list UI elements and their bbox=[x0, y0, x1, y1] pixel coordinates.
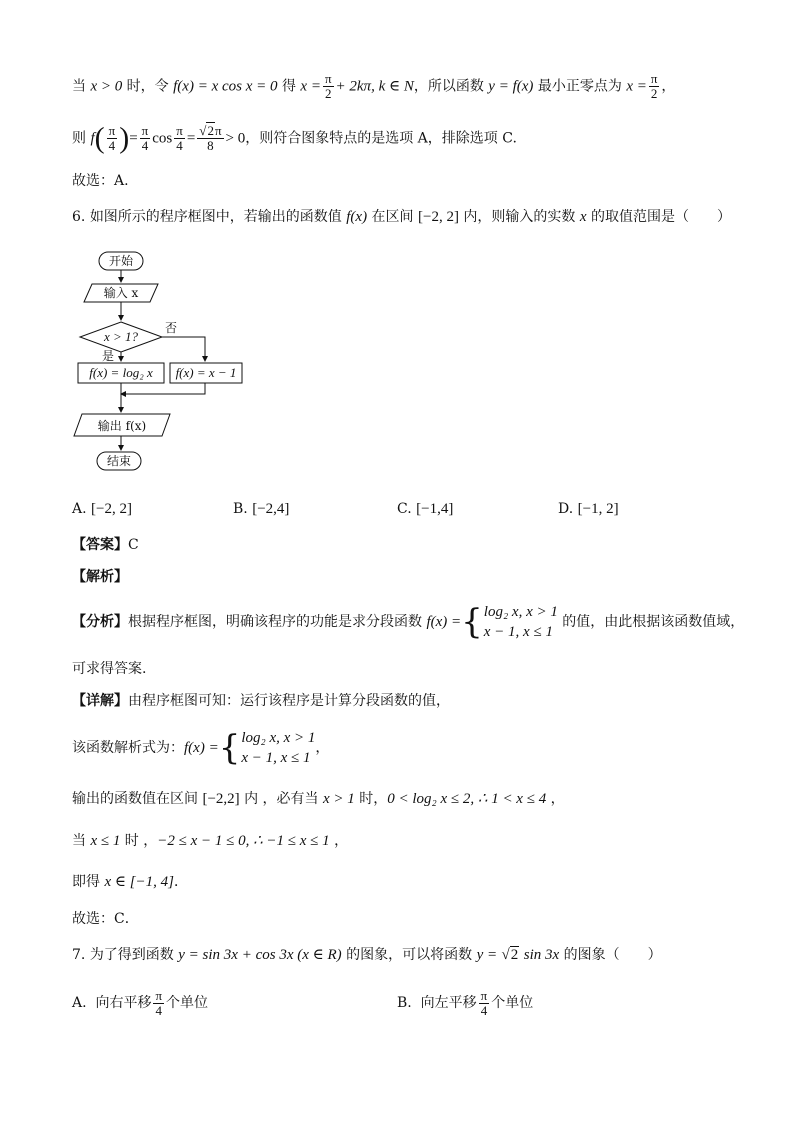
case-2: x − 1, x ≤ 1 bbox=[483, 624, 553, 640]
math: + 2kπ, k ∈ N bbox=[335, 78, 414, 95]
fenxi-tag: 【分析】 bbox=[72, 614, 128, 630]
text: 内 ，必有当 bbox=[239, 791, 324, 807]
fraction-sqrt2pi-8 bbox=[197, 124, 223, 153]
math: f(x) bbox=[346, 209, 368, 225]
denominator: 2 bbox=[650, 86, 658, 101]
math: y = f(x) bbox=[488, 78, 534, 95]
text: 由程序框图可知：运行该程序是计算分段函数的值， bbox=[128, 693, 450, 709]
option-label: D. bbox=[558, 501, 574, 517]
yes-label: 是 bbox=[102, 349, 115, 363]
fraction-pi-4 bbox=[140, 124, 151, 153]
math: x = bbox=[626, 78, 647, 95]
answer-tag: 【答案】 bbox=[72, 537, 128, 553]
math: x > 1 bbox=[323, 791, 355, 807]
math: y = bbox=[476, 947, 498, 963]
fraction-pi-4 bbox=[153, 989, 164, 1018]
denominator: 4 bbox=[141, 138, 149, 153]
numerator: π bbox=[176, 123, 183, 138]
case-1: log₂ x, x > 1 bbox=[241, 730, 316, 746]
text: 时，令 bbox=[122, 78, 174, 95]
math: f bbox=[90, 130, 95, 147]
analysis-tag: 【解析】 bbox=[72, 569, 128, 585]
text: 向右平移 bbox=[95, 995, 152, 1011]
text: 为了得到函数 bbox=[89, 947, 179, 963]
math: sin 3x bbox=[523, 947, 560, 963]
arrow-no bbox=[162, 337, 205, 361]
input-label: 输入 x bbox=[103, 286, 139, 300]
text: 向左平移 bbox=[420, 995, 477, 1011]
line-2 bbox=[72, 121, 517, 155]
math: [−2,2] bbox=[202, 791, 240, 807]
start-label: 开始 bbox=[108, 254, 134, 268]
text: 的值，由此根据该函数值域， bbox=[557, 614, 745, 630]
text: 的图象，可以将函数 bbox=[341, 947, 477, 963]
sqrt-sign: √ bbox=[199, 123, 207, 138]
question-6 bbox=[72, 208, 731, 226]
text: ， bbox=[315, 740, 330, 756]
denominator: 4 bbox=[155, 1002, 162, 1018]
denominator: 4 bbox=[108, 138, 116, 153]
question-number: 6. bbox=[72, 209, 90, 225]
brace: { bbox=[218, 728, 241, 768]
text: ，所以函数 bbox=[413, 78, 489, 95]
text: ， bbox=[661, 78, 676, 95]
text: 时， bbox=[354, 791, 388, 807]
option-7a[interactable] bbox=[72, 988, 208, 1018]
text: 最小正零点为 bbox=[533, 78, 627, 95]
math: y = sin 3x + cos 3x (x ∈ R) bbox=[178, 947, 342, 963]
answer-value: C bbox=[128, 537, 139, 553]
decision-label: x > 1? bbox=[103, 329, 139, 344]
detail-line-6: 故选：C． bbox=[72, 911, 139, 927]
math: f(x) = x cos x = 0 bbox=[173, 78, 278, 95]
math: 0 < log₂ x ≤ 2, ∴ 1 < x ≤ 4 bbox=[387, 791, 547, 807]
numerator: π bbox=[141, 123, 149, 138]
text: 当 bbox=[72, 78, 91, 95]
option-value: [−2,4] bbox=[252, 501, 290, 517]
fraction-pi-4 bbox=[107, 124, 118, 153]
detail-tag: 【详解】 bbox=[72, 693, 128, 709]
math: x = bbox=[300, 78, 321, 95]
end-label: 结束 bbox=[106, 454, 132, 468]
text: 即得 bbox=[72, 874, 105, 890]
numerator: √2π bbox=[199, 123, 222, 138]
log-label: f(x) = log₂ x bbox=[89, 365, 153, 380]
option-value: [−1,4] bbox=[416, 501, 454, 517]
option-7b[interactable] bbox=[397, 988, 533, 1018]
option-b[interactable] bbox=[233, 500, 289, 518]
option-label: A. bbox=[72, 995, 87, 1011]
text: ， bbox=[546, 791, 565, 807]
option-value: [−2, 2] bbox=[91, 501, 132, 517]
piecewise bbox=[219, 728, 316, 768]
line-1 bbox=[72, 72, 675, 101]
output-label: 输出 f(x) bbox=[97, 419, 147, 433]
detail-line-2 bbox=[72, 726, 329, 770]
text: 时 ， bbox=[120, 833, 158, 849]
text: 个单位 bbox=[491, 995, 534, 1011]
text: ， bbox=[329, 833, 349, 849]
no-label: 否 bbox=[165, 321, 178, 335]
program-flowchart bbox=[72, 248, 252, 478]
option-label: A. bbox=[72, 501, 87, 517]
radicand: 2 bbox=[207, 123, 214, 138]
fraction-pi-2 bbox=[323, 72, 334, 101]
option-label: C. bbox=[397, 501, 412, 517]
arrow-merge bbox=[121, 383, 205, 394]
option-d[interactable] bbox=[558, 500, 619, 518]
option-label: B. bbox=[233, 501, 248, 517]
fraction-pi-2 bbox=[649, 72, 660, 101]
math: = bbox=[129, 130, 138, 147]
paren-left: ( bbox=[94, 121, 105, 155]
piecewise bbox=[461, 602, 558, 642]
text: 个单位 bbox=[166, 995, 209, 1011]
radicand: 2 bbox=[510, 947, 519, 963]
denominator: 4 bbox=[176, 138, 183, 153]
text: 内，则输入的实数 bbox=[458, 209, 580, 225]
option-a[interactable] bbox=[72, 500, 132, 518]
fraction-pi-4 bbox=[174, 124, 185, 153]
math: x bbox=[579, 209, 587, 225]
line-3: 故选：A. bbox=[72, 173, 129, 189]
numerator: π bbox=[324, 71, 332, 86]
text: ． bbox=[174, 874, 189, 890]
numerator: π bbox=[155, 987, 163, 1003]
text: 的图象（ ） bbox=[559, 947, 662, 963]
text: 根据程序框图，明确该程序的功能是求分段函数 bbox=[128, 614, 427, 630]
text: ，则符合图象特点的是选项 A，排除选项 C. bbox=[245, 130, 517, 147]
numerator: π bbox=[650, 71, 658, 86]
math: cos bbox=[152, 130, 173, 147]
fenxi-line bbox=[72, 600, 744, 644]
answer-line bbox=[72, 536, 139, 554]
brace: { bbox=[461, 602, 483, 642]
math: [−2, 2] bbox=[418, 209, 459, 225]
option-c[interactable] bbox=[397, 500, 453, 518]
text: 在区间 bbox=[367, 209, 418, 225]
text: 该函数解析式为： bbox=[72, 740, 184, 756]
denominator: 2 bbox=[324, 86, 332, 101]
detail-line-4 bbox=[72, 832, 348, 850]
math: = bbox=[186, 130, 196, 147]
detail-line-5 bbox=[72, 873, 188, 891]
sqrt-expr: √2 bbox=[501, 947, 519, 963]
text: 则 bbox=[72, 130, 91, 147]
math: −2 ≤ x − 1 ≤ 0, ∴ −1 ≤ x ≤ 1 bbox=[157, 833, 330, 849]
math: f(x) = bbox=[426, 614, 462, 630]
denominator: 8 bbox=[207, 138, 214, 153]
denominator: 4 bbox=[480, 1002, 488, 1018]
fraction-pi-4 bbox=[479, 989, 490, 1018]
math: > 0 bbox=[225, 130, 246, 147]
question-number: 7. bbox=[72, 947, 90, 963]
text: 当 bbox=[72, 833, 91, 849]
math: x ∈ [−1, 4] bbox=[104, 874, 175, 890]
option-label: B. bbox=[397, 995, 412, 1011]
text: 得 bbox=[277, 78, 301, 95]
detail-line-3 bbox=[72, 790, 565, 808]
math: f(x) = bbox=[184, 740, 219, 756]
fenxi-line-2: 可求得答案. bbox=[72, 661, 147, 677]
math: x ≤ 1 bbox=[90, 833, 121, 849]
numerator: π bbox=[108, 123, 116, 138]
math: x > 0 bbox=[90, 78, 123, 95]
option-value: [−1, 2] bbox=[577, 501, 619, 517]
question-7 bbox=[72, 946, 662, 964]
paren-right: ) bbox=[119, 121, 130, 155]
analysis-line bbox=[72, 568, 128, 586]
text: 输出的函数值在区间 bbox=[72, 791, 203, 807]
detail-line bbox=[72, 692, 450, 710]
text: 的取值范围是（ ） bbox=[586, 209, 731, 225]
minus-label: f(x) = x − 1 bbox=[175, 365, 237, 380]
text: 如图所示的程序框图中，若输出的函数值 bbox=[89, 209, 347, 225]
numerator: π bbox=[480, 987, 488, 1003]
case-2: x − 1, x ≤ 1 bbox=[241, 750, 311, 766]
case-1: log₂ x, x > 1 bbox=[483, 604, 558, 620]
